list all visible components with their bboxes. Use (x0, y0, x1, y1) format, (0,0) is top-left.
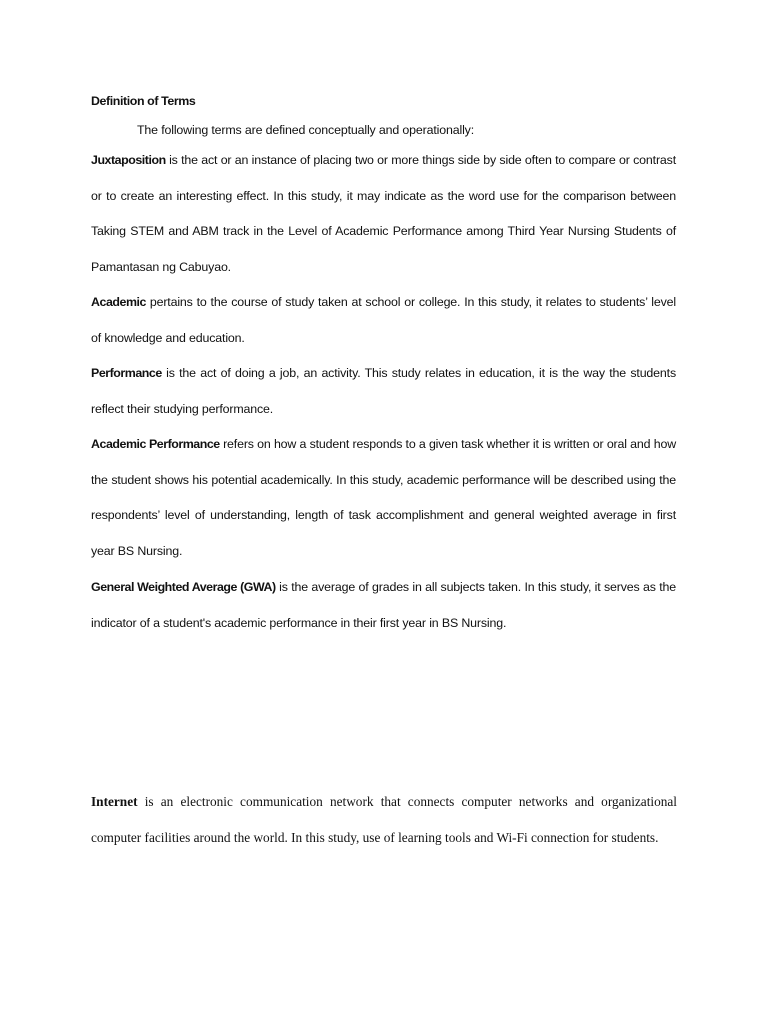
term-label: Academic (91, 295, 146, 309)
term-label: Academic Performance (91, 437, 220, 451)
definition-juxtaposition (91, 143, 676, 285)
definition-academic (91, 285, 676, 356)
term-definition: is an electronic communication network that connects computer networks and organizational computer facilities around the world. In this study, use of learning tools and Wi-Fi connection for students. (91, 794, 677, 845)
term-label: Performance (91, 366, 162, 380)
term-label: Juxtaposition (91, 153, 166, 167)
section-heading: Definition of Terms (91, 94, 196, 108)
intro-sentence: The following terms are defined conceptually and operationally: (137, 123, 475, 137)
term-label: Internet (91, 794, 138, 809)
term-definition: is the act of doing a job, an activity. This study relates in education, it is the way the students reflect their studying performance. (91, 366, 676, 416)
term-definition: is the average of grades in all subjects taken. In this study, it serves as the indicator of a student's academic performance in their first year in BS Nursing. (91, 580, 676, 630)
term-label: General Weighted Average (GWA) (91, 580, 276, 594)
term-definition: pertains to the course of study taken at school or college. In this study, it relates to students’ level of knowledge and education. (91, 295, 676, 345)
definition-internet (91, 784, 677, 855)
term-definition: refers on how a student responds to a given task whether it is written or oral and how the student shows his potential academically. In this study, academic performance will be described using the respondents’ level of understanding, length of task accomplishment and general weighted average in first year BS Nursing. (91, 437, 676, 558)
definition-gwa (91, 570, 676, 641)
term-definition: is the act or an instance of placing two or more things side by side often to compare or contrast or to create an interesting effect. In this study, it may indicate as the word use for the comparison between Taking STEM and ABM track in the Level of Academic Performance among Third Year Nursing Students of Pamantasan ng Cabuyao. (91, 153, 676, 274)
definition-academic-performance (91, 427, 676, 569)
definition-performance (91, 356, 676, 427)
